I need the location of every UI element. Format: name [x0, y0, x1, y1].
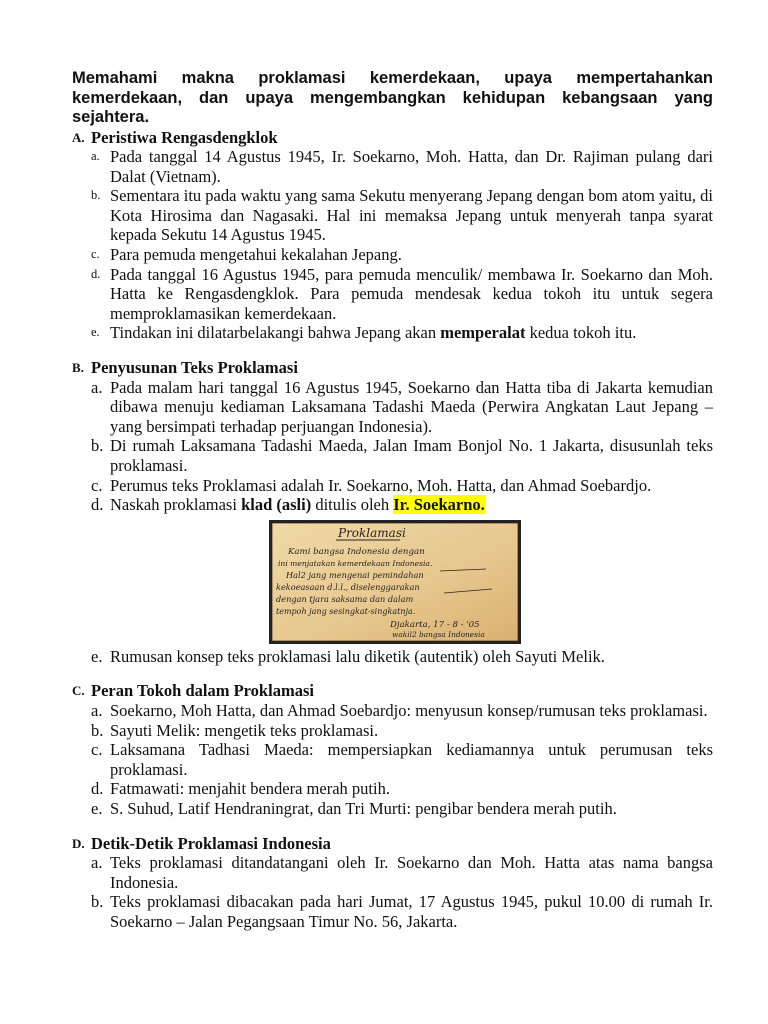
item-text: Rumusan konsep teks proklamasi lalu diketik (autentik) oleh Sayuti Melik.	[110, 646, 605, 666]
section-c-list	[72, 701, 713, 819]
list-item	[72, 476, 713, 496]
item-text-mid: ditulis oleh	[311, 495, 394, 515]
list-item	[72, 147, 713, 186]
list-item	[72, 701, 713, 721]
list-item	[72, 779, 713, 799]
item-text: Sementara itu pada waktu yang sama Sekutu menyerang Jepang dengan bom atom yaitu, di Kota Hirosima dan Nagasaki. Hal ini memaksa Jepang untuk menyerah tanpa syarat kepada Sekutu 14 Agustus 1945.	[110, 186, 713, 245]
item-label: c.	[91, 475, 103, 495]
section-b-title	[72, 358, 713, 378]
section-d	[72, 834, 713, 932]
item-text: Sayuti Melik: mengetik teks proklamasi.	[110, 720, 379, 740]
item-label: b.	[91, 720, 104, 740]
item-text: Para pemuda mengetahui kekalahan Jepang.	[110, 245, 402, 265]
item-label: e.	[91, 798, 103, 818]
list-item	[72, 721, 713, 741]
item-text-bold: memperalat	[440, 323, 526, 343]
item-text: Laksamana Tadhasi Maeda: mempersiapkan kediamannya untuk perumusan teks proklamasi.	[110, 740, 713, 779]
item-text: Fatmawati: menjahit bendera merah putih.	[110, 779, 390, 799]
manuscript-line: tempoh jang sesingkat-singkatnja.	[275, 606, 415, 616]
item-text: Teks proklamasi dibacakan pada hari Jumat, 17 Agustus 1945, pukul 10.00 di rumah Ir. Soekarno – Jalan Pegangsaan Timur No. 56, Jakarta.	[110, 892, 713, 931]
item-text-bold: klad (asli)	[241, 495, 312, 515]
item-text-end: kedua tokoh itu.	[525, 323, 637, 343]
document-page	[72, 69, 713, 932]
manuscript-date: Djakarta, 17 - 8 - '05	[389, 619, 480, 630]
section-b	[72, 358, 713, 666]
list-item	[72, 323, 713, 343]
list-item	[72, 265, 713, 324]
figure-wrap	[72, 515, 713, 647]
section-letter: C.	[72, 683, 85, 699]
section-letter: B.	[72, 360, 84, 376]
item-label: e.	[91, 325, 100, 340]
list-item	[72, 378, 713, 437]
list-item	[72, 799, 713, 819]
section-letter: A.	[72, 129, 85, 145]
item-label: b.	[91, 436, 104, 456]
manuscript-line: kekoeasaan d.l.l., diselenggarakan	[275, 581, 420, 592]
item-text: Soekarno, Moh Hatta, dan Ahmad Soebardjo: menyusun konsep/rumusan teks proklamasi.	[110, 700, 708, 720]
document-heading: Memahami makna proklamasi kemerdekaan, upaya mempertahankan kemerdekaan, dan upaya mengembangkan kehidupan kebangsaan yang sejahtera.	[72, 69, 713, 126]
section-title-text: Detik-Detik Proklamasi Indonesia	[91, 833, 331, 853]
item-label: a.	[91, 700, 103, 720]
item-text: Pada tanggal 16 Agustus 1945, para pemuda menculik/ membawa Ir. Soekarno dan Moh. Hatta ke Rengasdengklok. Para pemuda mendesak kedua tokoh itu untuk segera memproklamasikan kemerdekaan.	[110, 264, 713, 323]
item-text: Teks proklamasi ditandatangani oleh Ir. Soekarno dan Moh. Hatta atas nama bangsa Indonesia.	[110, 853, 713, 892]
item-label: b.	[91, 892, 104, 912]
item-label: a.	[91, 377, 103, 397]
item-text: Perumus teks Proklamasi adalah Ir. Soekarno, Moh. Hatta, dan Ahmad Soebardjo.	[110, 475, 652, 495]
list-item	[72, 436, 713, 475]
item-text	[110, 495, 713, 515]
item-label: d.	[91, 495, 104, 515]
list-item	[72, 495, 713, 515]
item-text-start: Naskah proklamasi	[110, 495, 242, 515]
section-c-title	[72, 681, 713, 701]
list-item	[72, 853, 713, 892]
manuscript-line: Hal2 jang mengenai pemindahan	[285, 569, 424, 580]
section-c	[72, 681, 713, 818]
section-b-list	[72, 378, 713, 515]
manuscript-line: ini menjatakan kemerdekaan Indonesia.	[277, 558, 432, 568]
section-a-list	[72, 147, 713, 343]
section-letter: D.	[72, 835, 85, 851]
item-label: b.	[91, 188, 101, 203]
section-title-text: Penyusunan Teks Proklamasi	[91, 358, 298, 378]
item-label: c.	[91, 247, 100, 262]
section-title-text: Peristiwa Rengasdengklok	[91, 127, 278, 147]
item-text: Pada malam hari tanggal 16 Agustus 1945, Soekarno dan Hatta tiba di Jakarta kemudian dibawa menuju kediaman Laksamana Tadashi Maeda (Perwira Angkatan Laut Jepang – yang bersimpati terhadap perjuangan Indonesia).	[110, 377, 713, 436]
list-item	[72, 647, 713, 667]
section-d-list	[72, 853, 713, 931]
list-item	[72, 245, 713, 265]
item-label: d.	[91, 266, 101, 281]
manuscript-title: Proklamasi	[337, 525, 406, 540]
section-title-text: Peran Tokoh dalam Proklamasi	[91, 681, 314, 701]
manuscript-line: dengan tjara saksama dan dalam	[275, 593, 413, 604]
highlighted-text: Ir. Soekarno.	[393, 495, 485, 515]
manuscript-signature: wakil2 bangsa Indonesia	[391, 629, 485, 639]
manuscript-line: Kami bangsa Indonesia dengan	[287, 546, 425, 557]
list-item	[72, 892, 713, 931]
list-item	[72, 186, 713, 245]
item-label: e.	[91, 646, 103, 666]
item-text	[110, 323, 713, 343]
item-label: a.	[91, 149, 100, 164]
item-text: S. Suhud, Latif Hendraningrat, dan Tri Murti: pengibar bendera merah putih.	[110, 798, 617, 818]
section-a	[72, 128, 713, 344]
item-text-start: Tindakan ini dilatarbelakangi bahwa Jepang akan	[110, 323, 441, 343]
item-label: a.	[91, 853, 103, 873]
item-label: d.	[91, 779, 104, 799]
list-item	[72, 740, 713, 779]
item-text: Di rumah Laksamana Tadashi Maeda, Jalan Imam Bonjol No. 1 Jakarta, disusunlah teks proklamasi.	[110, 436, 713, 475]
section-a-title	[72, 128, 713, 148]
item-text: Pada tanggal 14 Agustus 1945, Ir. Soekarno, Moh. Hatta, dan Dr. Rajiman pulang dari Dalat (Vietnam).	[110, 147, 713, 186]
proclamation-manuscript-image	[269, 520, 521, 644]
item-label: c.	[91, 740, 103, 760]
section-d-title	[72, 834, 713, 854]
section-b-list-continued	[72, 647, 713, 667]
